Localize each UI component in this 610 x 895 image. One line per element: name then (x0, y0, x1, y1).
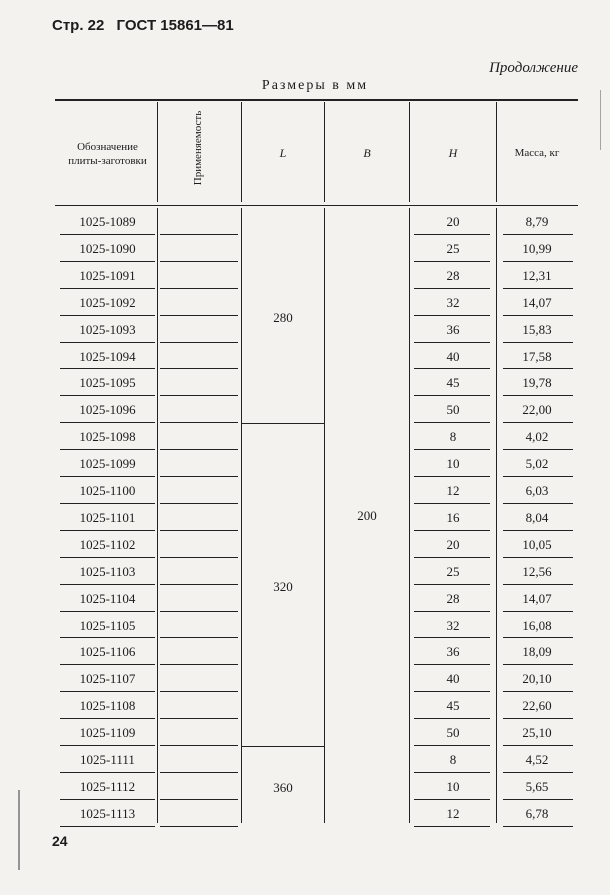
page-header (52, 17, 242, 34)
row-rule (414, 557, 490, 558)
row-rule (60, 476, 155, 477)
row-rule (503, 342, 573, 343)
row-rule (414, 584, 490, 585)
L-value: 320 (273, 578, 293, 594)
row-H: 25 (446, 240, 460, 256)
row-code: 1025-1090 (79, 240, 136, 256)
row-rule (503, 503, 573, 504)
row-code: 1025-1111 (80, 752, 135, 767)
row-rule (60, 637, 155, 638)
row-rule (503, 611, 573, 612)
row-rule (414, 772, 490, 773)
row-rule (160, 368, 238, 369)
row-code: 1025-1093 (79, 321, 136, 337)
row-code: 1025-1113 (79, 805, 136, 821)
row-rule (60, 664, 155, 665)
row-rule (503, 691, 573, 692)
page-number-label: Стр. 22 (52, 17, 105, 34)
row-H: 10 (446, 456, 460, 472)
row-mass: 18,09 (522, 644, 552, 660)
row-rule (414, 718, 490, 719)
table-caption: Размеры в мм (261, 78, 369, 93)
row-rule (414, 637, 490, 638)
row-H: 16 (446, 509, 460, 525)
row-H: 36 (446, 321, 460, 337)
row-H: 8 (449, 752, 457, 767)
row-rule (60, 395, 155, 396)
row-code: 1025-1099 (79, 456, 136, 472)
row-H: 45 (446, 698, 460, 714)
row-mass: 17,58 (522, 348, 552, 364)
row-code: 1025-1112 (79, 778, 136, 794)
row-rule (503, 368, 573, 369)
row-mass: 19,78 (522, 375, 552, 391)
row-rule (414, 530, 490, 531)
row-rule (160, 449, 238, 450)
row-H: 50 (446, 402, 460, 418)
standard-label: ГОСТ 15861—81 (116, 17, 234, 34)
col-designation-head: Обозначение плиты-заготовки (68, 141, 147, 167)
row-rule (503, 718, 573, 719)
row-rule (160, 772, 238, 773)
body-divider-2 (241, 208, 242, 823)
L-group-rule (242, 746, 324, 747)
scan-edge-mark-right (600, 90, 601, 150)
row-rule (60, 422, 155, 423)
row-code: 1025-1106 (79, 644, 136, 660)
row-rule (160, 422, 238, 423)
row-H: 20 (446, 214, 460, 229)
row-rule (160, 476, 238, 477)
row-H: 36 (446, 644, 460, 660)
col-L-head: L (279, 146, 287, 160)
row-rule (503, 422, 573, 423)
row-mass: 8,79 (525, 214, 549, 229)
row-rule (60, 261, 155, 262)
row-rule (60, 503, 155, 504)
col-B-head: B (363, 146, 371, 160)
row-mass: 15,83 (522, 321, 552, 337)
row-rule (503, 449, 573, 450)
row-mass: 14,07 (522, 590, 552, 606)
row-rule (60, 342, 155, 343)
L-value: 280 (273, 309, 293, 325)
row-rule (414, 234, 490, 235)
row-H: 40 (446, 671, 460, 687)
row-rule (160, 826, 238, 827)
row-code: 1025-1108 (79, 698, 136, 714)
row-rule (414, 664, 490, 665)
row-rule (160, 503, 238, 504)
row-rule (60, 288, 155, 289)
row-rule (60, 557, 155, 558)
row-code: 1025-1100 (79, 483, 136, 498)
row-rule (160, 664, 238, 665)
row-mass: 22,00 (522, 402, 552, 418)
row-rule (414, 799, 490, 800)
row-code: 1025-1107 (79, 671, 136, 687)
row-rule (503, 799, 573, 800)
row-rule (503, 664, 573, 665)
header-bottom-rule (55, 205, 578, 206)
row-rule (503, 261, 573, 262)
scan-edge-mark (18, 790, 20, 870)
row-rule (414, 261, 490, 262)
row-rule (60, 772, 155, 773)
row-rule (414, 368, 490, 369)
row-rule (60, 584, 155, 585)
footer-page-number: 24 (52, 833, 68, 849)
row-H: 8 (449, 429, 457, 445)
row-rule (160, 584, 238, 585)
row-rule (414, 476, 490, 477)
row-rule (160, 557, 238, 558)
row-mass: 14,07 (522, 294, 552, 310)
row-rule (503, 234, 573, 235)
row-rule (414, 503, 490, 504)
row-rule (160, 395, 238, 396)
row-code: 1025-1105 (79, 617, 136, 633)
row-H: 20 (446, 536, 460, 552)
row-rule (160, 261, 238, 262)
row-rule (503, 584, 573, 585)
row-mass: 5,02 (525, 456, 549, 472)
row-rule (414, 745, 490, 746)
row-mass: 5,65 (525, 778, 549, 794)
L-group-rule (242, 423, 324, 424)
row-rule (60, 826, 155, 827)
row-rule (414, 342, 490, 343)
row-rule (160, 234, 238, 235)
row-rule (160, 315, 238, 316)
row-code: 1025-1101 (79, 509, 136, 525)
row-code: 1025-1109 (79, 725, 136, 741)
row-code: 1025-1095 (79, 375, 136, 391)
col-applicability-text: Применяемость (192, 110, 204, 186)
row-rule (160, 718, 238, 719)
row-rule (160, 342, 238, 343)
row-H: 10 (446, 778, 460, 794)
row-code: 1025-1098 (79, 429, 136, 445)
row-rule (503, 530, 573, 531)
row-mass: 20,10 (522, 671, 552, 687)
row-code: 1025-1102 (79, 536, 136, 552)
row-mass: 8,04 (525, 509, 549, 525)
row-rule (60, 234, 155, 235)
row-rule (414, 691, 490, 692)
row-rule (414, 395, 490, 396)
row-rule (160, 611, 238, 612)
row-code: 1025-1104 (79, 590, 136, 606)
row-code: 1025-1092 (79, 294, 136, 310)
row-code: 1025-1089 (79, 214, 136, 229)
row-mass: 12,31 (522, 267, 552, 283)
row-rule (503, 288, 573, 289)
row-mass: 10,99 (522, 240, 552, 256)
row-rule (503, 315, 573, 316)
row-rule (503, 557, 573, 558)
row-code: 1025-1103 (79, 563, 136, 579)
row-mass: 16,08 (522, 617, 552, 633)
row-rule (160, 745, 238, 746)
divider-4 (409, 102, 410, 202)
row-rule (414, 315, 490, 316)
row-H: 12 (446, 805, 460, 821)
row-code: 1025-1091 (79, 267, 136, 283)
col-H-head: H (448, 146, 458, 160)
row-H: 50 (446, 725, 460, 741)
body-divider-1 (157, 208, 158, 823)
row-rule (503, 637, 573, 638)
divider-1 (157, 102, 158, 202)
row-rule (60, 530, 155, 531)
row-rule (160, 530, 238, 531)
row-rule (503, 476, 573, 477)
row-mass: 6,03 (525, 483, 549, 498)
B-value: 200 (357, 508, 377, 523)
row-mass: 4,52 (525, 752, 549, 767)
divider-3 (324, 102, 325, 202)
row-mass: 12,56 (522, 563, 552, 579)
row-rule (160, 799, 238, 800)
row-rule (160, 637, 238, 638)
row-mass: 6,78 (525, 805, 549, 821)
row-rule (60, 799, 155, 800)
row-rule (60, 315, 155, 316)
row-rule (414, 422, 490, 423)
row-rule (503, 745, 573, 746)
row-H: 25 (446, 563, 460, 579)
row-rule (414, 288, 490, 289)
row-rule (414, 826, 490, 827)
row-rule (503, 826, 573, 827)
row-H: 12 (446, 483, 460, 498)
row-H: 45 (446, 375, 460, 391)
row-mass: 4,02 (525, 429, 549, 445)
row-rule (414, 449, 490, 450)
row-mass: 25,10 (522, 725, 552, 741)
row-mass: 10,05 (522, 536, 552, 552)
col-mass-head: Масса, кг (514, 147, 560, 159)
continued-label: Продолжение (489, 60, 578, 76)
row-rule (160, 691, 238, 692)
row-code: 1025-1096 (79, 402, 136, 418)
row-rule (60, 449, 155, 450)
row-H: 32 (446, 294, 460, 310)
row-H: 32 (446, 617, 460, 633)
col-applicability-head (158, 110, 240, 200)
row-code: 1025-1094 (79, 348, 136, 364)
divider-5 (496, 102, 497, 202)
L-value: 360 (273, 780, 293, 796)
row-rule (160, 288, 238, 289)
row-H: 28 (446, 590, 460, 606)
row-rule (60, 718, 155, 719)
row-H: 28 (446, 267, 460, 283)
row-rule (60, 691, 155, 692)
row-mass: 22,60 (522, 698, 552, 714)
row-rule (414, 611, 490, 612)
row-H: 40 (446, 348, 460, 364)
row-rule (503, 772, 573, 773)
row-rule (60, 745, 155, 746)
row-rule (503, 395, 573, 396)
row-rule (60, 368, 155, 369)
divider-2 (241, 102, 242, 202)
table-top-rule (55, 99, 578, 101)
row-rule (60, 611, 155, 612)
